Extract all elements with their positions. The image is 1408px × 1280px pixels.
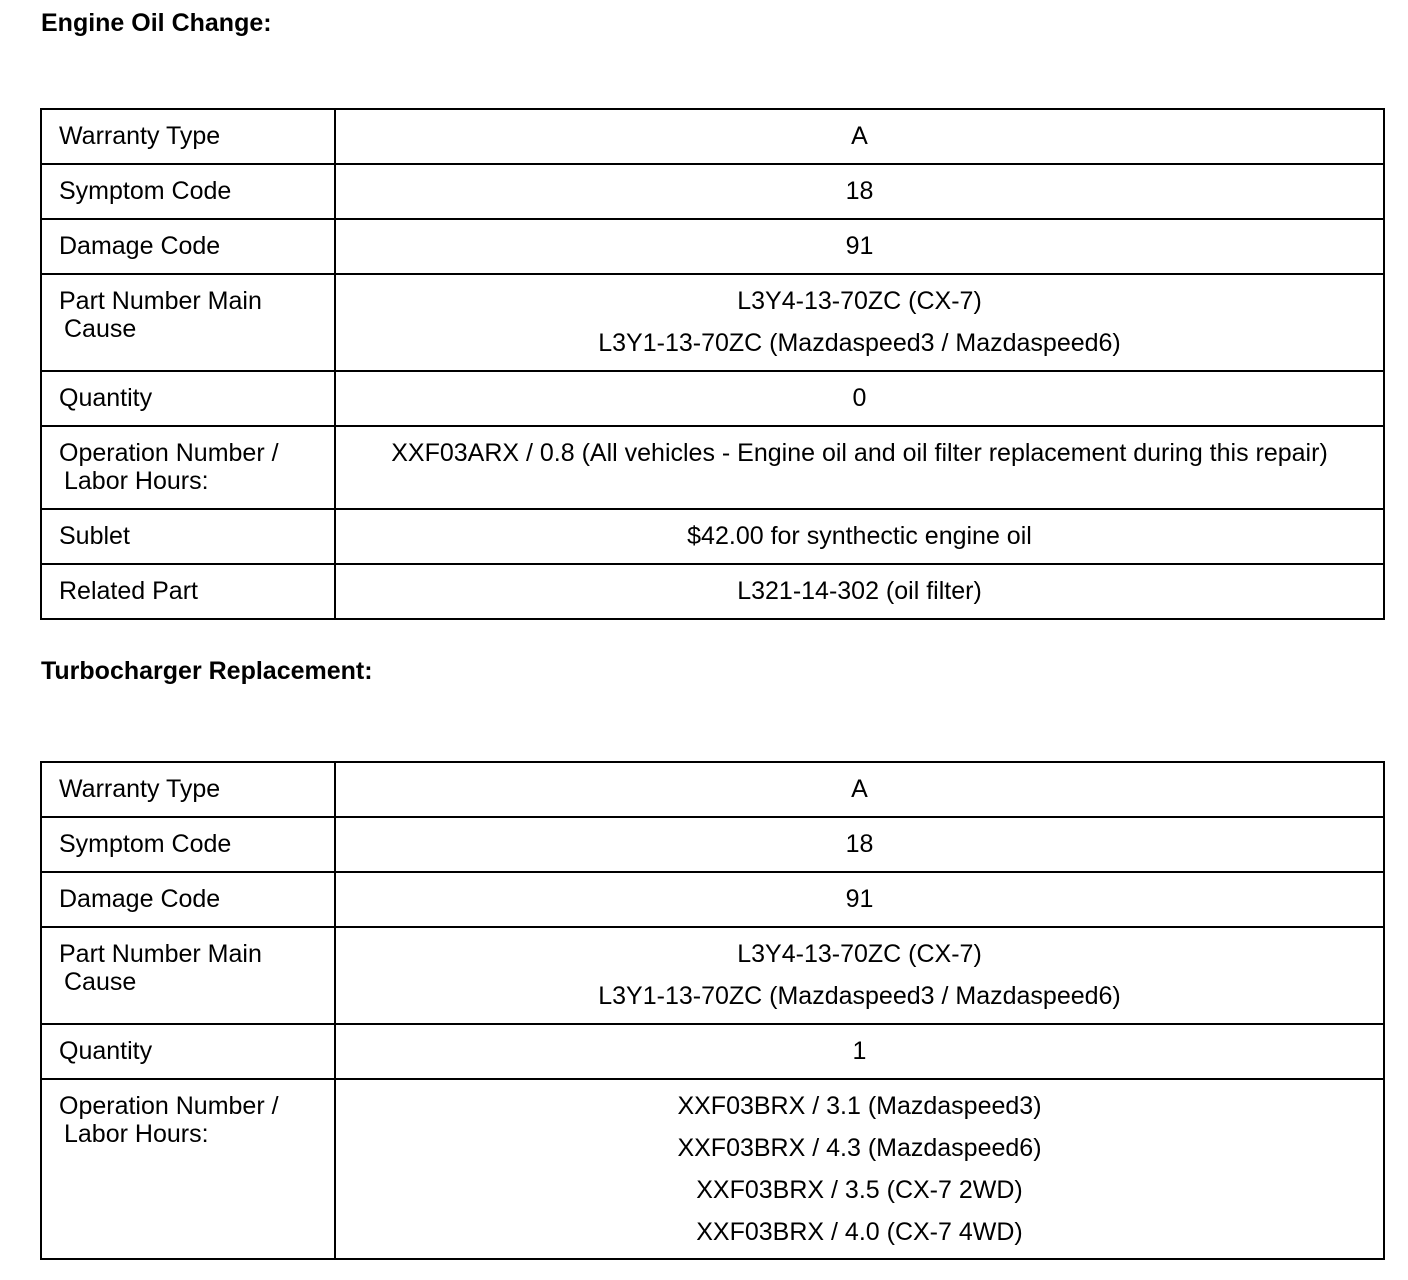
row-value [335, 762, 1384, 817]
turbocharger-replacement-table [40, 761, 1385, 1260]
row-value [335, 109, 1384, 164]
table-row [41, 1079, 1384, 1259]
value-text: L3Y4-13-70ZC (CX-7) [737, 940, 982, 968]
label-text: Symptom Code [59, 177, 232, 205]
table-row [41, 426, 1384, 509]
row-label [41, 1079, 335, 1259]
label-text: Quantity [59, 1037, 153, 1065]
label-text: Operation Number / [59, 1092, 279, 1120]
value-text: 18 [845, 177, 874, 205]
row-label [41, 817, 335, 872]
table-row [41, 109, 1384, 164]
row-label [41, 564, 335, 619]
row-value [335, 872, 1384, 927]
row-value [335, 371, 1384, 426]
row-label [41, 1024, 335, 1079]
table-row [41, 1024, 1384, 1079]
section-title-turbocharger-replacement: Turbocharger Replacement: [41, 657, 373, 685]
row-value [335, 1079, 1384, 1259]
row-value [335, 164, 1384, 219]
row-label [41, 762, 335, 817]
value-text: 18 [845, 830, 874, 858]
value-text: XXF03BRX / 4.3 (Mazdaspeed6) [677, 1134, 1042, 1162]
row-value [335, 927, 1384, 1024]
label-text: Damage Code [59, 232, 221, 260]
table-row [41, 164, 1384, 219]
value-text: L3Y1-13-70ZC (Mazdaspeed3 / Mazdaspeed6) [598, 329, 1121, 357]
row-value [335, 509, 1384, 564]
row-value [335, 426, 1384, 509]
engine-oil-change-table [40, 108, 1385, 620]
row-label [41, 426, 335, 509]
value-text: L3Y4-13-70ZC (CX-7) [737, 287, 982, 315]
row-label [41, 219, 335, 274]
value-text: XXF03BRX / 3.5 (CX-7 2WD) [696, 1176, 1023, 1204]
label-text: Sublet [59, 522, 130, 550]
value-text: XXF03ARX / 0.8 (All vehicles - Engine oil and oil filter replacement during this repair) [391, 439, 1328, 467]
label-text: Damage Code [59, 885, 221, 913]
row-value [335, 274, 1384, 371]
value-text: A [851, 122, 868, 150]
value-text: 0 [852, 384, 867, 412]
table-row [41, 371, 1384, 426]
row-label [41, 109, 335, 164]
section-title-engine-oil-change: Engine Oil Change: [41, 9, 272, 37]
table-row [41, 817, 1384, 872]
label-text: Labor Hours: [64, 1120, 209, 1148]
table-row [41, 274, 1384, 371]
row-label [41, 872, 335, 927]
value-text: $42.00 for synthectic engine oil [687, 522, 1032, 550]
value-text: 91 [845, 232, 874, 260]
row-label [41, 927, 335, 1024]
row-value [335, 817, 1384, 872]
label-text: Warranty Type [59, 122, 221, 150]
row-label [41, 164, 335, 219]
table-row [41, 872, 1384, 927]
value-text: L321-14-302 (oil filter) [737, 577, 982, 605]
label-text: Related Part [59, 577, 198, 605]
label-text: Symptom Code [59, 830, 232, 858]
row-value [335, 1024, 1384, 1079]
label-text: Part Number Main [59, 940, 262, 968]
table-row [41, 564, 1384, 619]
label-text: Warranty Type [59, 775, 221, 803]
label-text: Cause [64, 315, 137, 343]
value-text: L3Y1-13-70ZC (Mazdaspeed3 / Mazdaspeed6) [598, 982, 1121, 1010]
row-value [335, 219, 1384, 274]
value-text: XXF03BRX / 4.0 (CX-7 4WD) [696, 1218, 1023, 1246]
table-row [41, 762, 1384, 817]
label-text: Labor Hours: [64, 467, 209, 495]
label-text: Operation Number / [59, 439, 279, 467]
label-text: Part Number Main [59, 287, 262, 315]
row-value [335, 564, 1384, 619]
table-row [41, 509, 1384, 564]
value-text: 91 [845, 885, 874, 913]
row-label [41, 274, 335, 371]
label-text: Cause [64, 968, 137, 996]
value-text: 1 [852, 1037, 867, 1065]
row-label [41, 371, 335, 426]
table-row [41, 219, 1384, 274]
table-row [41, 927, 1384, 1024]
value-text: XXF03BRX / 3.1 (Mazdaspeed3) [677, 1092, 1042, 1120]
row-label [41, 509, 335, 564]
value-text: A [851, 775, 868, 803]
label-text: Quantity [59, 384, 153, 412]
